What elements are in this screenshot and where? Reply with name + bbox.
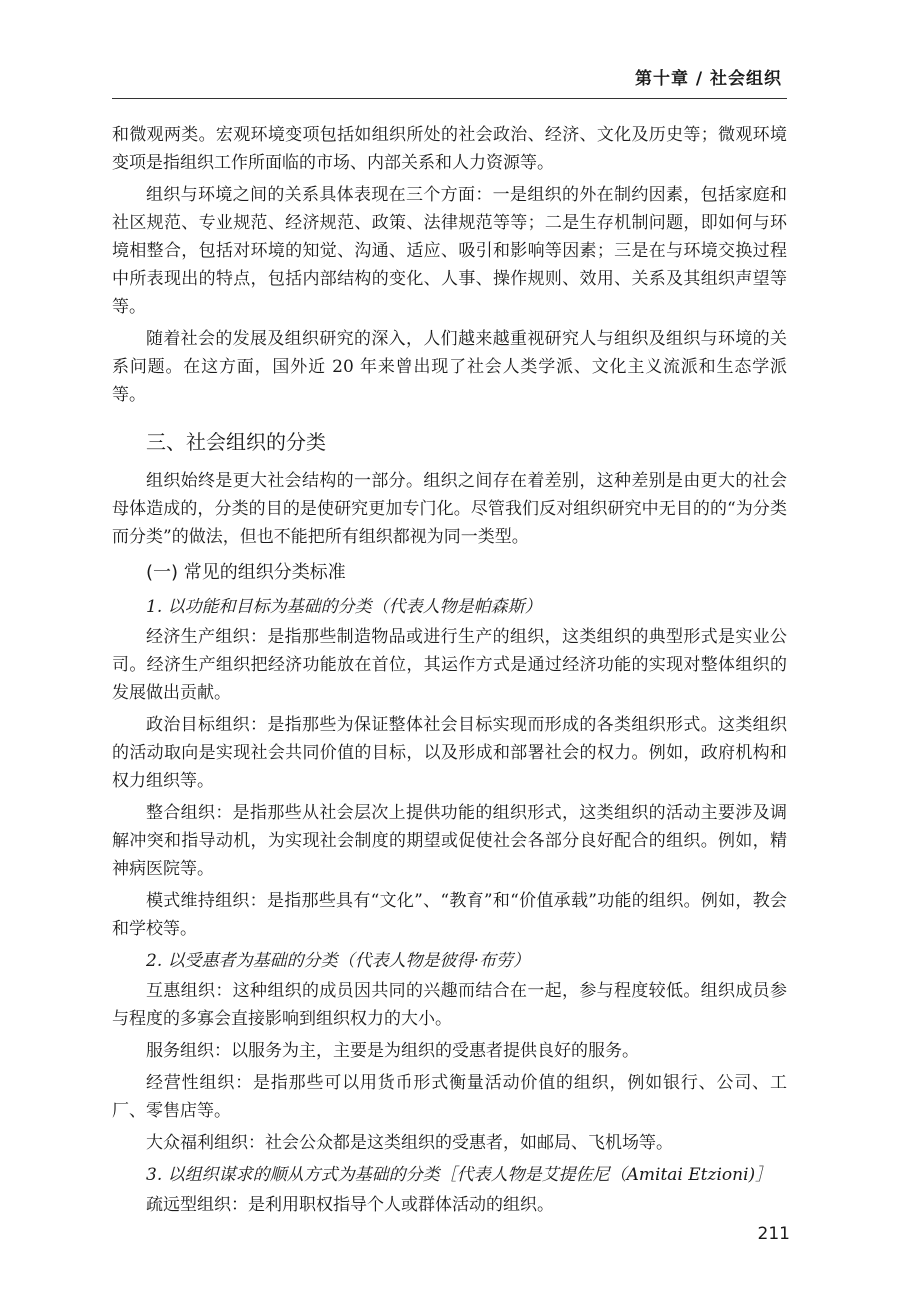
section-heading: 三、社会组织的分类 bbox=[146, 430, 326, 454]
paragraph-research-trends: 随着社会的发展及组织研究的深入，人们越来越重视研究人与组织及组织与环境的关系问题。在这方面，国外近 20 年来曾出现了社会人类学派、文化主义流派和生态学派等。 bbox=[112, 329, 787, 405]
header-rule bbox=[112, 98, 787, 99]
paragraph-pattern-maintenance-org: 模式维持组织：是指那些具有“文化”、“教育”和“价值承载”功能的组织。例如，教会和学校等。 bbox=[112, 891, 787, 939]
paragraph-commonweal-org: 大众福利组织：社会公众都是这类组织的受惠者，如邮局、飞机场等。 bbox=[146, 1133, 673, 1153]
paragraph-integrative-org: 整合组织：是指那些从社会层次上提供功能的组织形式，这类组织的活动主要涉及调解冲突和指导动机，为实现社会制度的期望或促使社会各部分良好配合的组织。例如，精神病医院等。 bbox=[112, 803, 787, 879]
paragraph-political-org: 政治目标组织：是指那些为保证整体社会目标实现而形成的各类组织形式。这类组织的活动取向是实现社会共同价值的目标，以及形成和部署社会的权力。例如，政府机构和权力组织等。 bbox=[112, 715, 787, 791]
paragraph-mutual-benefit-org: 互惠组织：这种组织的成员因共同的兴趣而结合在一起，参与程度较低。组织成员参与程度的多寡会直接影响到组织权力的大小。 bbox=[112, 981, 787, 1029]
paragraph-business-org: 经营性组织：是指那些可以用货币形式衡量活动价值的组织，例如银行、公司、工厂、零售店等。 bbox=[112, 1073, 787, 1121]
running-header: 第十章 / 社会组织 bbox=[634, 69, 782, 89]
numbered-heading-3: 3. 以组织谋求的顺从方式为基础的分类［代表人物是艾提佐尼（Amitai Etzioni)］ bbox=[146, 1165, 773, 1185]
numbered-heading-2: 2. 以受惠者为基础的分类（代表人物是彼得·布劳） bbox=[146, 951, 531, 971]
page-number: 211 bbox=[757, 1224, 790, 1244]
paragraph-service-org: 服务组织：以服务为主，主要是为组织的受惠者提供良好的服务。 bbox=[146, 1041, 639, 1061]
numbered-heading-1: 1. 以功能和目标为基础的分类（代表人物是帕森斯） bbox=[146, 597, 542, 617]
subsection-heading: (一) 常见的组织分类标准 bbox=[146, 562, 346, 583]
paragraph-environment-relations: 组织与环境之间的关系具体表现在三个方面：一是组织的外在制约因素，包括家庭和社区规范、专业规范、经济规范、政策、法律规范等等；二是生存机制问题，即如何与环境相整合，包括对环境的知觉、沟通、适应、吸引和影响等因素；三是在与环境交换过程中所表现出的特点，包括内部结构的变化、人事、操作规则、效用、关系及其组织声望等等。 bbox=[112, 185, 787, 317]
paragraph-classification-intro: 组织始终是更大社会结构的一部分。组织之间存在着差别，这种差别是由更大的社会母体造成的，分类的目的是使研究更加专门化。尽管我们反对组织研究中无目的的“为分类而分类”的做法，但也不能把所有组织都视为同一类型。 bbox=[112, 471, 787, 547]
page-body bbox=[112, 121, 787, 1219]
paragraph-continued: 和微观两类。宏观环境变项包括如组织所处的社会政治、经济、文化及历史等；微观环境变项是指组织工作所面临的市场、内部关系和人力资源等。 bbox=[112, 125, 787, 173]
paragraph-alienative-org: 疏远型组织：是利用职权指导个人或群体活动的组织。 bbox=[146, 1195, 554, 1215]
paragraph-economic-org: 经济生产组织：是指那些制造物品或进行生产的组织，这类组织的典型形式是实业公司。经济生产组织把经济功能放在首位，其运作方式是通过经济功能的实现对整体组织的发展做出贡献。 bbox=[112, 627, 787, 703]
